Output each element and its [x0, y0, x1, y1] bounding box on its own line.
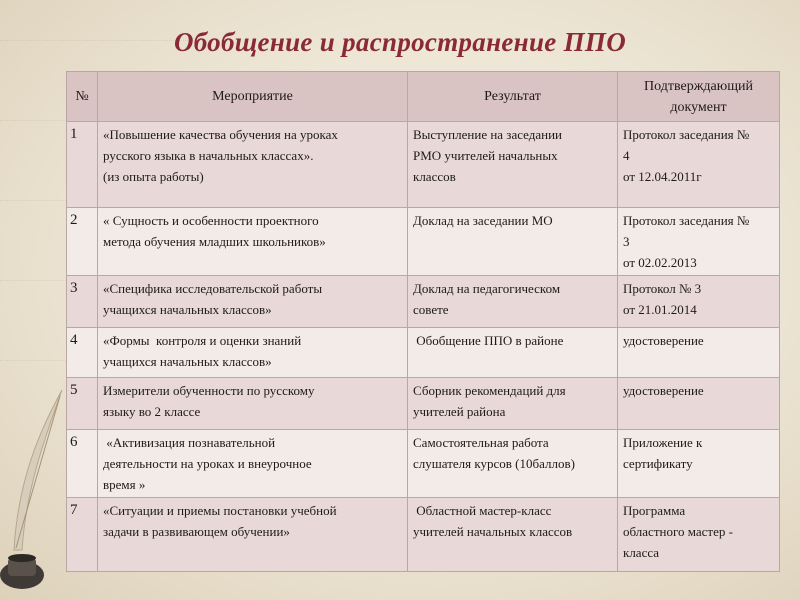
row-document-line: 3: [623, 234, 630, 249]
slide-title: Обобщение и распространение ППО: [173, 27, 627, 57]
row-document-line: 4: [623, 148, 630, 163]
row-document-line: от 02.02.2013: [623, 255, 697, 270]
row-document: [618, 430, 780, 498]
row-number: 7: [67, 498, 98, 572]
row-result: [408, 378, 618, 430]
row-document-line: Протокол заседания №: [623, 213, 750, 228]
row-result: [408, 208, 618, 276]
row-number: 5: [67, 378, 98, 430]
row-number: 4: [67, 328, 98, 378]
row-document-line: от 12.04.2011г: [623, 169, 702, 184]
table-header-row: [67, 72, 780, 122]
row-document-line: Протокол заседания №: [623, 127, 750, 142]
row-result-line: учителей начальных классов: [413, 524, 573, 539]
header-event: Мероприятие: [98, 72, 408, 122]
header-document: [618, 72, 780, 122]
row-event: [98, 378, 408, 430]
row-result-line: Выступление на заседании: [413, 127, 562, 142]
row-document-line: удостоверение: [623, 383, 704, 398]
row-event-line: « Сущность и особенности проектного: [103, 213, 319, 228]
row-document: [618, 276, 780, 328]
activities-table-container: [66, 71, 779, 569]
header-result: Результат: [408, 72, 618, 122]
row-event: [98, 122, 408, 208]
row-result-line: слушателя курсов (10баллов): [413, 456, 575, 471]
row-event-line: учащихся начальных классов»: [103, 302, 272, 317]
row-result-line: классов: [413, 169, 456, 184]
table-row: [67, 328, 780, 378]
row-document: [618, 208, 780, 276]
row-result-line: совете: [413, 302, 449, 317]
row-document-line: удостоверение: [623, 333, 704, 348]
row-result-line: учителей района: [413, 404, 506, 419]
row-event-line: деятельности на уроках и внеурочное: [103, 456, 312, 471]
row-document-line: Программа: [623, 503, 686, 518]
table-row: [67, 430, 780, 498]
row-result-line: Обобщение ППО в районе: [413, 333, 564, 348]
row-event-line: русского языка в начальных классах».: [103, 148, 314, 163]
table-row: [67, 276, 780, 328]
row-document: [618, 498, 780, 572]
table-row: [67, 378, 780, 430]
header-num: №: [67, 72, 98, 122]
row-document-line: Приложение к: [623, 435, 703, 450]
row-event-line: метода обучения младших школьников»: [103, 234, 326, 249]
row-event-line: «Активизация познавательной: [103, 435, 276, 450]
row-event-line: «Формы контроля и оценки знаний: [103, 333, 302, 348]
table-row: [67, 498, 780, 572]
row-document-line: сертификату: [623, 456, 693, 471]
row-document: [618, 328, 780, 378]
header-document-line2: документ: [670, 99, 727, 115]
row-result: [408, 430, 618, 498]
row-document: [618, 122, 780, 208]
row-event-line: задачи в развивающем обучении»: [103, 524, 290, 539]
activities-table: [66, 71, 780, 572]
row-event-line: «Специфика исследовательской работы: [103, 281, 323, 296]
row-result-line: Областной мастер-класс: [413, 503, 552, 518]
row-event: [98, 208, 408, 276]
row-document-line: Протокол № 3: [623, 281, 702, 296]
row-event: [98, 328, 408, 378]
quill-and-inkwell-icon: [0, 390, 70, 600]
row-number: 3: [67, 276, 98, 328]
row-event: [98, 276, 408, 328]
row-event: [98, 498, 408, 572]
row-result: [408, 498, 618, 572]
row-result: [408, 122, 618, 208]
row-event-line: учащихся начальных классов»: [103, 354, 272, 369]
row-document-line: областного мастер -: [623, 524, 733, 539]
row-result-line: Сборник рекомендаций для: [413, 383, 566, 398]
row-result: [408, 276, 618, 328]
row-result-line: РМО учителей начальных: [413, 148, 558, 163]
table-row: [67, 208, 780, 276]
row-result-line: Самостоятельная работа: [413, 435, 549, 450]
row-document-line: от 21.01.2014: [623, 302, 697, 317]
row-event-line: (из опыта работы): [103, 169, 204, 184]
row-number: 6: [67, 430, 98, 498]
row-event-line: «Повышение качества обучения на уроках: [103, 127, 338, 142]
row-result-line: Доклад на заседании МО: [413, 213, 553, 228]
row-event-line: «Ситуации и приемы постановки учебной: [103, 503, 337, 518]
row-event: [98, 430, 408, 498]
row-event-line: Измерители обученности по русскому: [103, 383, 315, 398]
table-row: [67, 122, 780, 208]
row-event-line: время »: [103, 477, 146, 492]
row-result-line: Доклад на педагогическом: [413, 281, 561, 296]
row-event-line: языку во 2 классе: [103, 404, 201, 419]
row-document-line: класса: [623, 545, 660, 560]
row-number: 1: [67, 122, 98, 208]
row-result: [408, 328, 618, 378]
row-number: 2: [67, 208, 98, 276]
row-document: [618, 378, 780, 430]
header-document-line1: Подтверждающий: [644, 78, 753, 94]
